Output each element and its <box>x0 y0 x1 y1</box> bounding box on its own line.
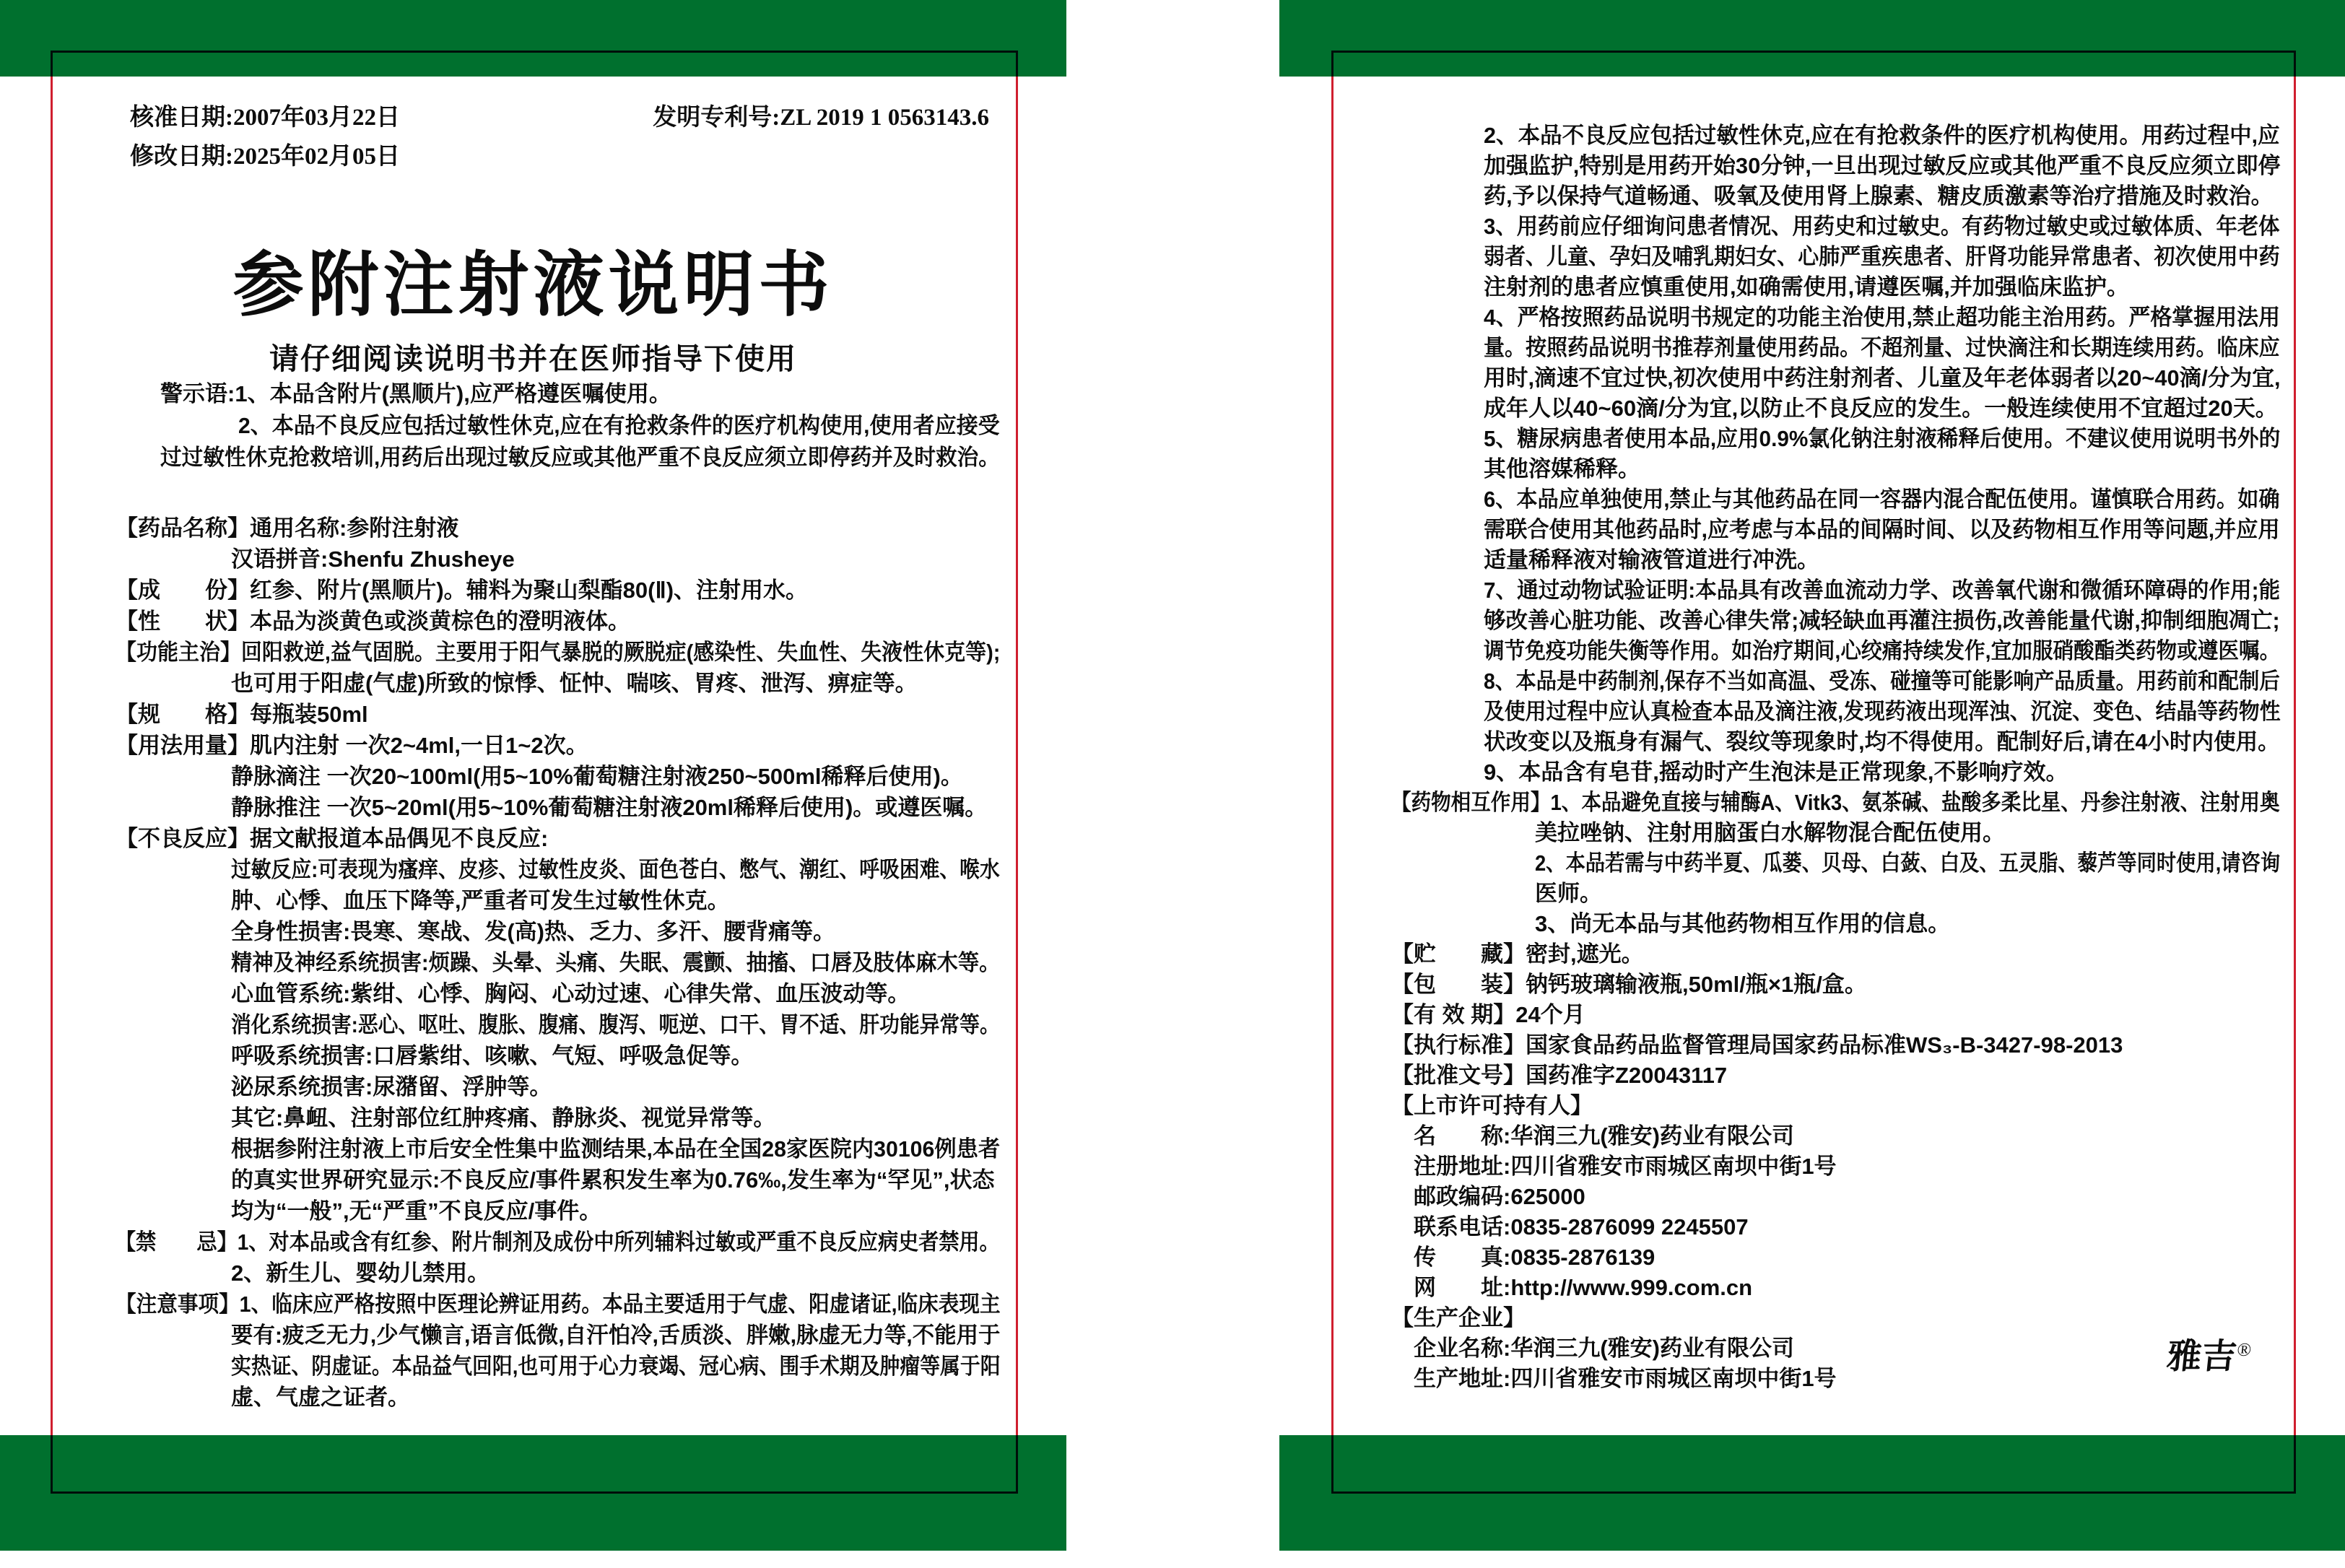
text-line: 【禁 忌】1、对本品或含有红参、附片制剂及成份中所列辅料过敏或严重不良反应病史者禁用。 <box>116 1229 1000 1255</box>
text-line: 心血管系统:紫绀、心悸、胸闷、心动过速、心律失常、血压波动等。 <box>231 981 910 1006</box>
text-line: 【有 效 期】24个月 <box>1391 1002 1585 1027</box>
text-line: 【贮 藏】密封,遮光。 <box>1391 941 1644 967</box>
text-line: 【生产企业】 <box>1391 1305 1526 1330</box>
text-line: 3、尚无本品与其他药物相互作用的信息。 <box>1535 911 1951 936</box>
text-line: 加强监护,特别是用药开始30分钟,一旦出现过敏反应或其他严重不良反应须立即停 <box>1484 153 2281 178</box>
text-line: 6、本品应单独使用,禁止与其他药品在同一容器内混合配伍使用。谨慎联合用药。如确 <box>1484 487 2280 512</box>
text-line: 企业名称:华润三九(雅安)药业有限公司 <box>1414 1336 1794 1361</box>
text-line: 其他溶媒稀释。 <box>1484 456 1640 482</box>
text-line: 【性 状】本品为淡黄色或淡黄棕色的澄明液体。 <box>116 609 630 634</box>
text-line: 药,予以保持气道畅通、吸氧及使用肾上腺素、糖皮质激素等治疗措施及时救治。 <box>1484 183 2274 209</box>
text-line: 成年人以40~60滴/分为宜,以防止不良反应的发生。一般连续使用不宜超过20天。 <box>1484 396 2278 421</box>
text-line: 邮政编码:625000 <box>1414 1184 1585 1209</box>
brand-mark-yaji <box>2165 1328 2253 1378</box>
text-line: 调节免疫功能失衡等作用。如治疗期间,心绞痛持续发作,宜加服硝酸酯类药物或遵医嘱。 <box>1484 638 2281 663</box>
text-line: 要有:疲乏无力,少气懒言,语言低微,自汗怕冷,舌质淡、胖嫩,脉虚无力等,不能用于 <box>231 1323 1001 1348</box>
text-line: 实热证、阴虚证。本品益气回阳,也可用于心力衰竭、冠心病、围手术期及肿瘤等属于阳 <box>231 1354 1001 1379</box>
green-band-top-left <box>0 0 1066 77</box>
text-line: 3、用药前应仔细询问患者情况、用药史和过敏史。有药物过敏史或过敏体质、年老体 <box>1484 214 2280 239</box>
text-line: 弱者、儿童、孕妇及哺乳期妇女、心肺严重疾患者、肝肾功能异常患者、初次使用中药 <box>1484 244 2280 269</box>
text-line: 医师。 <box>1535 881 1602 906</box>
text-line: 8、本品是中药制剂,保存不当如高温、受冻、碰撞等可能影响产品质量。用药前和配制后 <box>1484 668 2280 694</box>
text-line: 注册地址:四川省雅安市雨城区南坝中街1号 <box>1414 1154 1837 1179</box>
text-line: 【规 格】每瓶装50ml <box>116 702 368 727</box>
text-line: 量。按照药品说明书推荐剂量使用药品。不超剂量、过快滴注和长期连续用药。临床应 <box>1484 335 2280 360</box>
text-line: 静脉滴注 一次20~100ml(用5~10%葡萄糖注射液250~500ml稀释后使用)。 <box>231 764 963 789</box>
text-line: 2、本品不良反应包括过敏性休克,应在有抢救条件的医疗机构使用,使用者应接受 <box>238 413 1000 438</box>
text-line: 够改善心脏功能、改善心律失常;减轻缺血再灌注损伤,改善能量代谢,抑制细胞凋亡; <box>1484 608 2280 633</box>
text-line: 2、新生儿、婴幼儿禁用。 <box>231 1260 490 1286</box>
text-line: 及使用过程中应认真检查本品及滴注液,发现药液出现浑浊、沉淀、变色、结晶等药物性 <box>1484 699 2281 724</box>
text-line: 泌尿系统损害:尿潴留、浮肿等。 <box>231 1074 552 1099</box>
green-band-bottom-left <box>0 1435 1066 1551</box>
text-line: 生产地址:四川省雅安市雨城区南坝中街1号 <box>1414 1366 1837 1391</box>
text-line: 注射剂的患者应慎重使用,如确需使用,请遵医嘱,并加强临床监护。 <box>1484 274 2129 300</box>
text-line: 消化系统损害:恶心、呕吐、腹胀、腹痛、腹泻、呃逆、口干、胃不适、肝功能异常等。 <box>231 1012 1000 1037</box>
text-line: 【药品名称】通用名称:参附注射液 <box>116 515 459 541</box>
text-line: 【成 份】红参、附片(黑顺片)。辅料为聚山梨酯80(Ⅱ)、注射用水。 <box>116 578 809 603</box>
text-line: 根据参附注射液上市后安全性集中监测结果,本品在全国28家医院内30106例患者 <box>231 1136 1001 1162</box>
text-line: 【药物相互作用】1、本品避免直接与辅酶A、Vitk3、氨茶碱、盐酸多柔比星、丹参注射液、注射用奥 <box>1391 790 2280 815</box>
approval-date: 核准日期:2007年03月22日 <box>130 105 400 131</box>
green-band-bottom-right <box>1279 1435 2345 1551</box>
text-line: 肿、心悸、血压下降等,严重者可发生过敏性休克。 <box>231 888 730 913</box>
page-title: 参附注射液说明书 <box>232 247 834 325</box>
text-line: 静脉推注 一次5~20ml(用5~10%葡萄糖注射液20ml稀释后使用)。或遵医嘱。 <box>231 795 988 820</box>
text-line: 【用法用量】肌内注射 一次2~4ml,一日1~2次。 <box>116 733 588 758</box>
text-line: 【不良反应】据文献报道本品偶见不良反应: <box>116 826 549 851</box>
text-line: 的真实世界研究显示:不良反应/事件累积发生率为0.76‰,发生率为“罕见”,状态 <box>231 1167 995 1193</box>
text-line: 【功能主治】回阳救逆,益气固脱。主要用于阳气暴脱的厥脱症(感染性、失血性、失液性休克等); <box>116 640 1001 665</box>
text-line: 传 真:0835-2876139 <box>1414 1245 1656 1270</box>
text-line: 用时,滴速不宜过快,初次使用中药注射剂者、儿童及年老体弱者以20~40滴/分为宜, <box>1484 365 2281 391</box>
text-line: 7、通过动物试验证明:本品具有改善血流动力学、改善氧代谢和微循环障碍的作用;能 <box>1484 578 2281 603</box>
text-line: 均为“一般”,无“严重”不良反应/事件。 <box>231 1198 602 1224</box>
text-line: 9、本品含有皂苷,摇动时产生泡沫是正常现象,不影响疗效。 <box>1484 759 2068 785</box>
green-band-top-right <box>1279 0 2345 77</box>
text-line: 呼吸系统损害:口唇紫绀、咳嗽、气短、呼吸急促等。 <box>231 1043 754 1068</box>
text-line: 美拉唑钠、注射用脑蛋白水解物混合配伍使用。 <box>1535 820 2005 845</box>
text-line: 【上市许可持有人】 <box>1391 1093 1593 1118</box>
text-line: 全身性损害:畏寒、寒战、发(高)热、乏力、多汗、腰背痛等。 <box>231 919 835 944</box>
page-subtitle: 请仔细阅读说明书并在医师指导下使用 <box>269 342 797 375</box>
text-line: 5、糖尿病患者使用本品,应用0.9%氯化钠注射液稀释后使用。不建议使用说明书外的 <box>1484 426 2281 451</box>
brand-text: 雅吉 <box>2165 1338 2239 1376</box>
text-line: 名 称:华润三九(雅安)药业有限公司 <box>1414 1123 1794 1149</box>
text-line: 联系电话:0835-2876099 2245507 <box>1414 1214 1749 1240</box>
text-line: 网 址:http://www.999.com.cn <box>1414 1275 1753 1300</box>
text-line: 2、本品若需与中药半夏、瓜蒌、贝母、白蔹、白及、五灵脂、藜芦等同时使用,请咨询 <box>1535 850 2281 876</box>
registered-trademark-icon: ® <box>2236 1339 2253 1360</box>
text-line: 过敏反应:可表现为瘙痒、皮疹、过敏性皮炎、面色苍白、憋气、潮红、呼吸困难、喉水 <box>231 857 1000 882</box>
text-line: 【包 装】钠钙玻璃输液瓶,50ml/瓶×1瓶/盒。 <box>1391 972 1867 997</box>
text-line: 也可用于阳虚(气虚)所致的惊悸、怔忡、喘咳、胃疼、泄泻、痹症等。 <box>231 671 918 696</box>
text-line: 需联合使用其他药品时,应考虑与本品的间隔时间、以及药物相互作用等问题,并应用 <box>1484 517 2280 542</box>
text-line: 过过敏性休克抢救培训,用药后出现过敏反应或其他严重不良反应须立即停药并及时救治。 <box>160 445 1000 470</box>
text-line: 【批准文号】国药准字Z20043117 <box>1391 1063 1728 1088</box>
text-line: 4、严格按照药品说明书规定的功能主治使用,禁止超功能主治用药。严格掌握用法用 <box>1484 305 2281 330</box>
text-line: 警示语:1、本品含附片(黑顺片),应严格遵医嘱使用。 <box>160 381 671 406</box>
text-line: 虚、气虚之证者。 <box>231 1385 410 1410</box>
text-line: 2、本品不良反应包括过敏性休克,应在有抢救条件的医疗机构使用。用药过程中,应 <box>1484 123 2280 148</box>
patent-number: 发明专利号:ZL 2019 1 0563143.6 <box>653 105 989 131</box>
text-line: 精神及神经系统损害:烦躁、头晕、头痛、失眠、震颤、抽搐、口唇及肢体麻木等。 <box>231 950 1001 975</box>
revision-date: 修改日期:2025年02月05日 <box>130 144 400 170</box>
text-line: 【执行标准】国家食品药品监督管理局国家药品标准WS₃-B-3427-98-2013 <box>1391 1032 2123 1058</box>
text-line: 汉语拼音:Shenfu Zhusheye <box>231 546 515 572</box>
text-line: 【注意事项】1、临床应严格按照中医理论辨证用药。本品主要适用于气虚、阳虚诸证,临床表现主 <box>116 1292 1001 1317</box>
text-line: 状改变以及瓶身有漏气、裂纹等现象时,均不得使用。配制好后,请在4小时内使用。 <box>1484 729 2280 754</box>
text-line: 其它:鼻衄、注射部位红肿疼痛、静脉炎、视觉异常等。 <box>231 1105 776 1131</box>
text-line: 适量稀释液对输液管道进行冲洗。 <box>1484 547 1819 572</box>
